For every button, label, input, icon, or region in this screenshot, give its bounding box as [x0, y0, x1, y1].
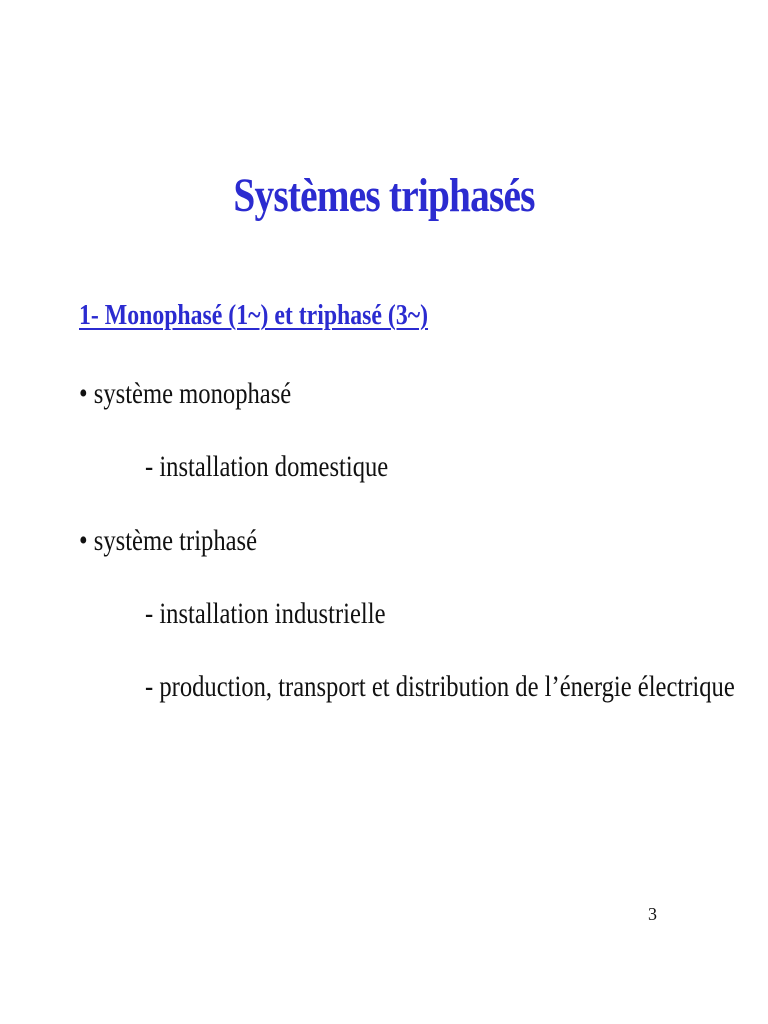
- slide-title: Systèmes triphasés: [233, 169, 535, 222]
- bullet-three-phase: • système triphasé: [79, 524, 258, 557]
- sub-item-domestic-installation: - installation domestique: [145, 450, 389, 483]
- section-heading: 1- Monophasé (1~) et triphasé (3~): [79, 299, 429, 331]
- page-number: 3: [648, 904, 657, 924]
- bullet-single-phase: • système monophasé: [79, 377, 292, 410]
- sub-item-industrial-installation: - installation industrielle: [145, 597, 386, 630]
- sub-item-energy-production: - production, transport et distribution de l’énergie électrique: [145, 670, 735, 703]
